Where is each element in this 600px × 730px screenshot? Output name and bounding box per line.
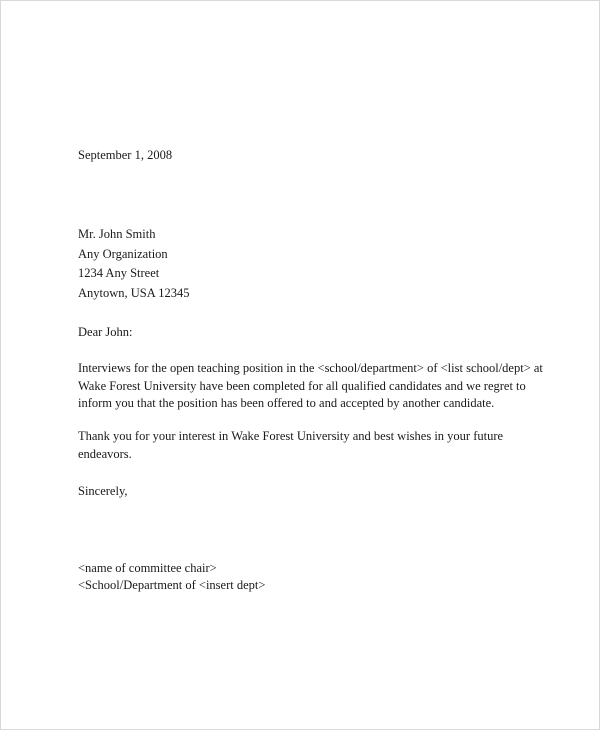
signature-department: <School/Department of <insert dept> — [78, 578, 266, 592]
recipient-city: Anytown, USA 12345 — [78, 286, 190, 300]
recipient-name: Mr. John Smith — [78, 227, 156, 241]
body-paragraph-1-line: Wake Forest University have been completed for all qualified candidates and we regret to — [78, 378, 526, 393]
signature-name: <name of committee chair> — [78, 561, 217, 575]
body-paragraph-1-line: Interviews for the open teaching position in the <school/department> of <list school/dept> at — [78, 361, 543, 375]
body-paragraph-2-line: endeavors. — [78, 446, 132, 461]
letter-date: September 1, 2008 — [78, 148, 173, 162]
recipient-organization: Any Organization — [78, 247, 168, 261]
body-paragraph-1 — [78, 360, 543, 413]
recipient-street: 1234 Any Street — [78, 266, 160, 280]
closing: Sincerely, — [78, 484, 128, 498]
salutation: Dear John: — [78, 325, 133, 339]
body-paragraph-2-line: Thank you for your interest in Wake Forest University and best wishes in your future — [78, 429, 504, 443]
body-paragraph-1-line: inform you that the position has been offered to and accepted by another candidate. — [78, 396, 495, 410]
body-paragraph-2 — [78, 428, 528, 463]
